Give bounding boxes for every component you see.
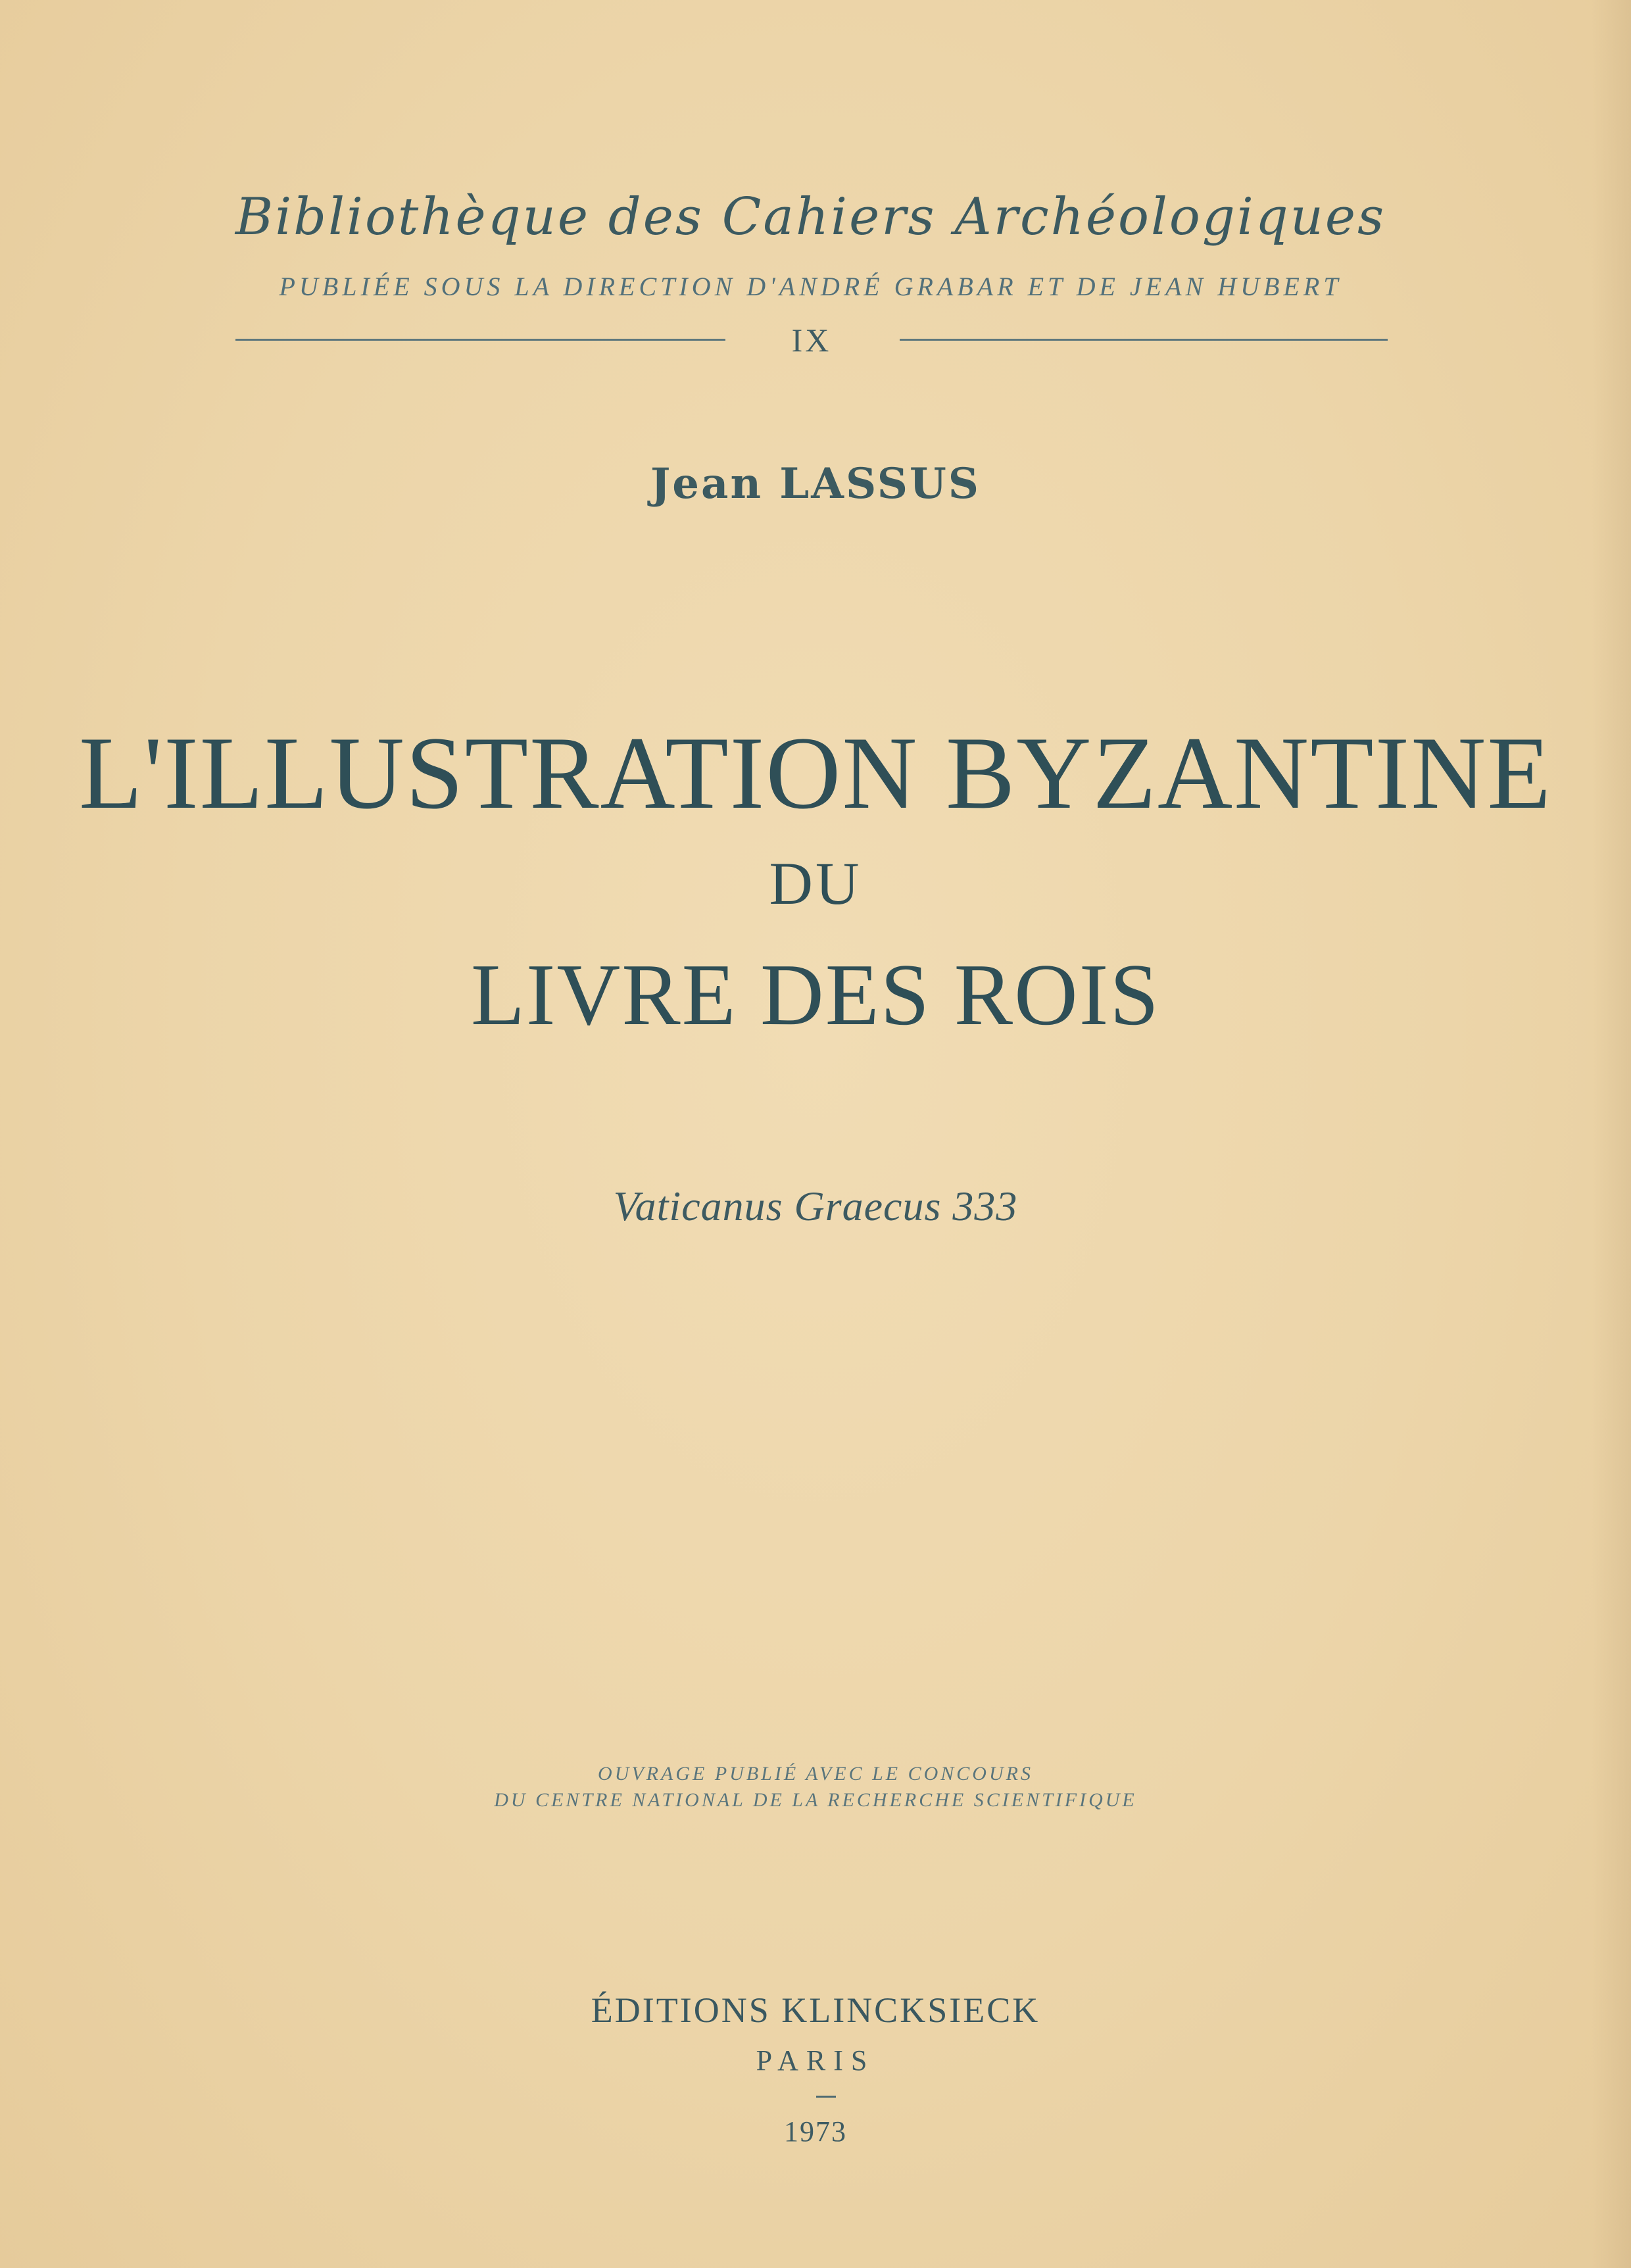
series-title: Bibliothèque des Cahiers Archéologiques [235,187,1386,247]
book-title-line-1: L'ILLUSTRATION BYZANTINE [79,716,1552,831]
author: Jean LASSUS [650,459,981,508]
rule-right [900,339,1388,341]
series-volume-number: IX [791,322,832,358]
support-note-line-2: DU CENTRE NATIONAL DE LA RECHERCHE SCIENTIFIQUE [494,1789,1137,1811]
series-editors: PUBLIÉE SOUS LA DIRECTION D'ANDRÉ GRABAR ET DE JEAN HUBERT [279,272,1342,301]
publication-city: PARIS [756,2044,875,2077]
manuscript-subtitle: Vaticanus Graecus 333 [613,1183,1018,1229]
support-note-line-1: OUVRAGE PUBLIÉ AVEC LE CONCOURS [598,1763,1033,1785]
publisher: ÉDITIONS KLINCKSIECK [591,1990,1040,2030]
series-volume-row [235,321,1388,360]
paper-edge-shadow [1592,0,1631,2268]
book-title-line-3: LIVRE DES ROIS [471,946,1160,1043]
book-title-line-2: DU [769,850,862,917]
publication-year: 1973 [784,2115,847,2148]
imprint-dash [816,2096,836,2098]
